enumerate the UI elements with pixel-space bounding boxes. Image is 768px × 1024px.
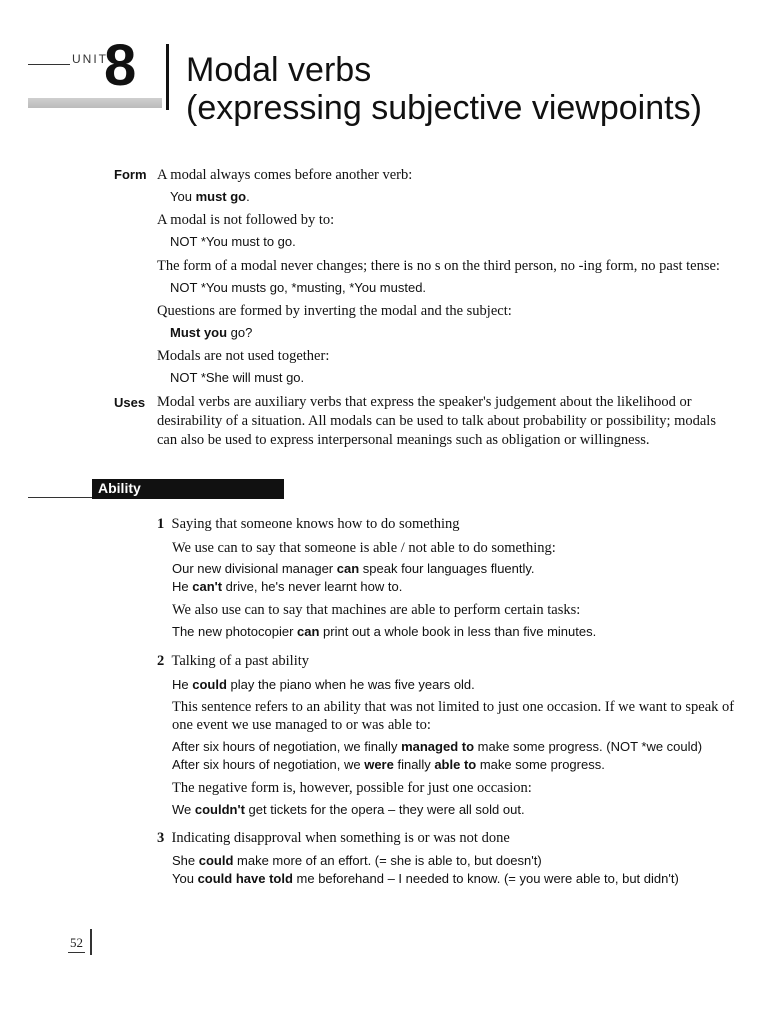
uses-paragraph: Modal verbs are auxiliary verbs that express the speaker's judgement about the likelihood or desirability of a situation. All modals can be used to talk about probability or possibility; modals can also be used to express interpersonal meanings such as obligation or willingness.	[157, 394, 716, 448]
point-2-example-1: He could play the piano when he was five years old.	[172, 677, 475, 692]
form-example-1: You must go.	[170, 189, 250, 204]
point-3-heading: 3 Indicating disapproval when something is or was not done	[157, 830, 510, 846]
point-2-heading: 2 Talking of a past ability	[157, 653, 310, 669]
page-title-line1: Modal verbs	[186, 51, 372, 89]
page-title-line2: (expressing subjective viewpoints)	[186, 89, 702, 127]
form-rule-4: Questions are formed by inverting the modal and the subject:	[157, 303, 512, 319]
point-3-example-1: She could make more of an effort. (= she is able to, but doesn't)	[172, 853, 542, 868]
page-number-tick	[90, 929, 92, 955]
point-2-example-3: After six hours of negotiation, we were finally able to make some progress.	[172, 757, 605, 772]
form-label: Form	[114, 167, 147, 182]
title-divider	[166, 44, 169, 110]
point-3-example-2: You could have told me beforehand – I needed to know. (= you were able to, but didn't)	[172, 871, 679, 886]
form-rule-2: A modal is not followed by to:	[157, 212, 335, 228]
point-2-example-4: We couldn't get tickets for the opera – they were all sold out.	[172, 802, 525, 817]
form-example-3: NOT *You musts go, *musting, *You musted.	[170, 280, 427, 295]
unit-shadow-bar	[28, 98, 162, 108]
point-1-example-3: The new photocopier can print out a whole book in less than five minutes.	[172, 624, 597, 639]
page-number: 52	[68, 935, 85, 953]
point-2-text-3: The negative form is, however, possible for just one occasion:	[172, 780, 532, 796]
form-example-5: NOT *She will must go.	[170, 370, 305, 385]
uses-label: Uses	[114, 395, 146, 410]
point-1-example-2: He can't drive, he's never learnt how to.	[172, 579, 403, 594]
point-2-text-1: This sentence refers to an ability that was not limited to just one occasion. If we want to speak of	[172, 699, 735, 715]
form-rule-1: A modal always comes before another verb:	[157, 167, 413, 183]
point-1-text-1: We use can to say that someone is able / not able to do something:	[172, 540, 556, 556]
point-2-text-2: one event we use managed to or was able to:	[172, 717, 431, 733]
point-1-example-1: Our new divisional manager can speak four languages fluently.	[172, 561, 535, 576]
point-2-example-2: After six hours of negotiation, we finally managed to make some progress. (NOT *we could)	[172, 739, 703, 754]
section-rule	[28, 497, 92, 498]
form-example-4: Must you go?	[170, 325, 253, 340]
form-example-2: NOT *You must to go.	[170, 234, 296, 249]
form-rule-5: Modals are not used together:	[157, 348, 330, 364]
point-1-heading: 1 Saying that someone knows how to do something	[157, 516, 460, 532]
unit-number: 8	[104, 33, 137, 98]
unit-label: UNIT	[72, 52, 108, 66]
section-title: Ability	[98, 480, 141, 496]
form-rule-3: The form of a modal never changes; there is no s on the third person, no -ing form, no past tense:	[157, 258, 720, 274]
point-1-text-2: We also use can to say that machines are able to perform certain tasks:	[172, 602, 581, 618]
unit-rule	[28, 64, 70, 65]
